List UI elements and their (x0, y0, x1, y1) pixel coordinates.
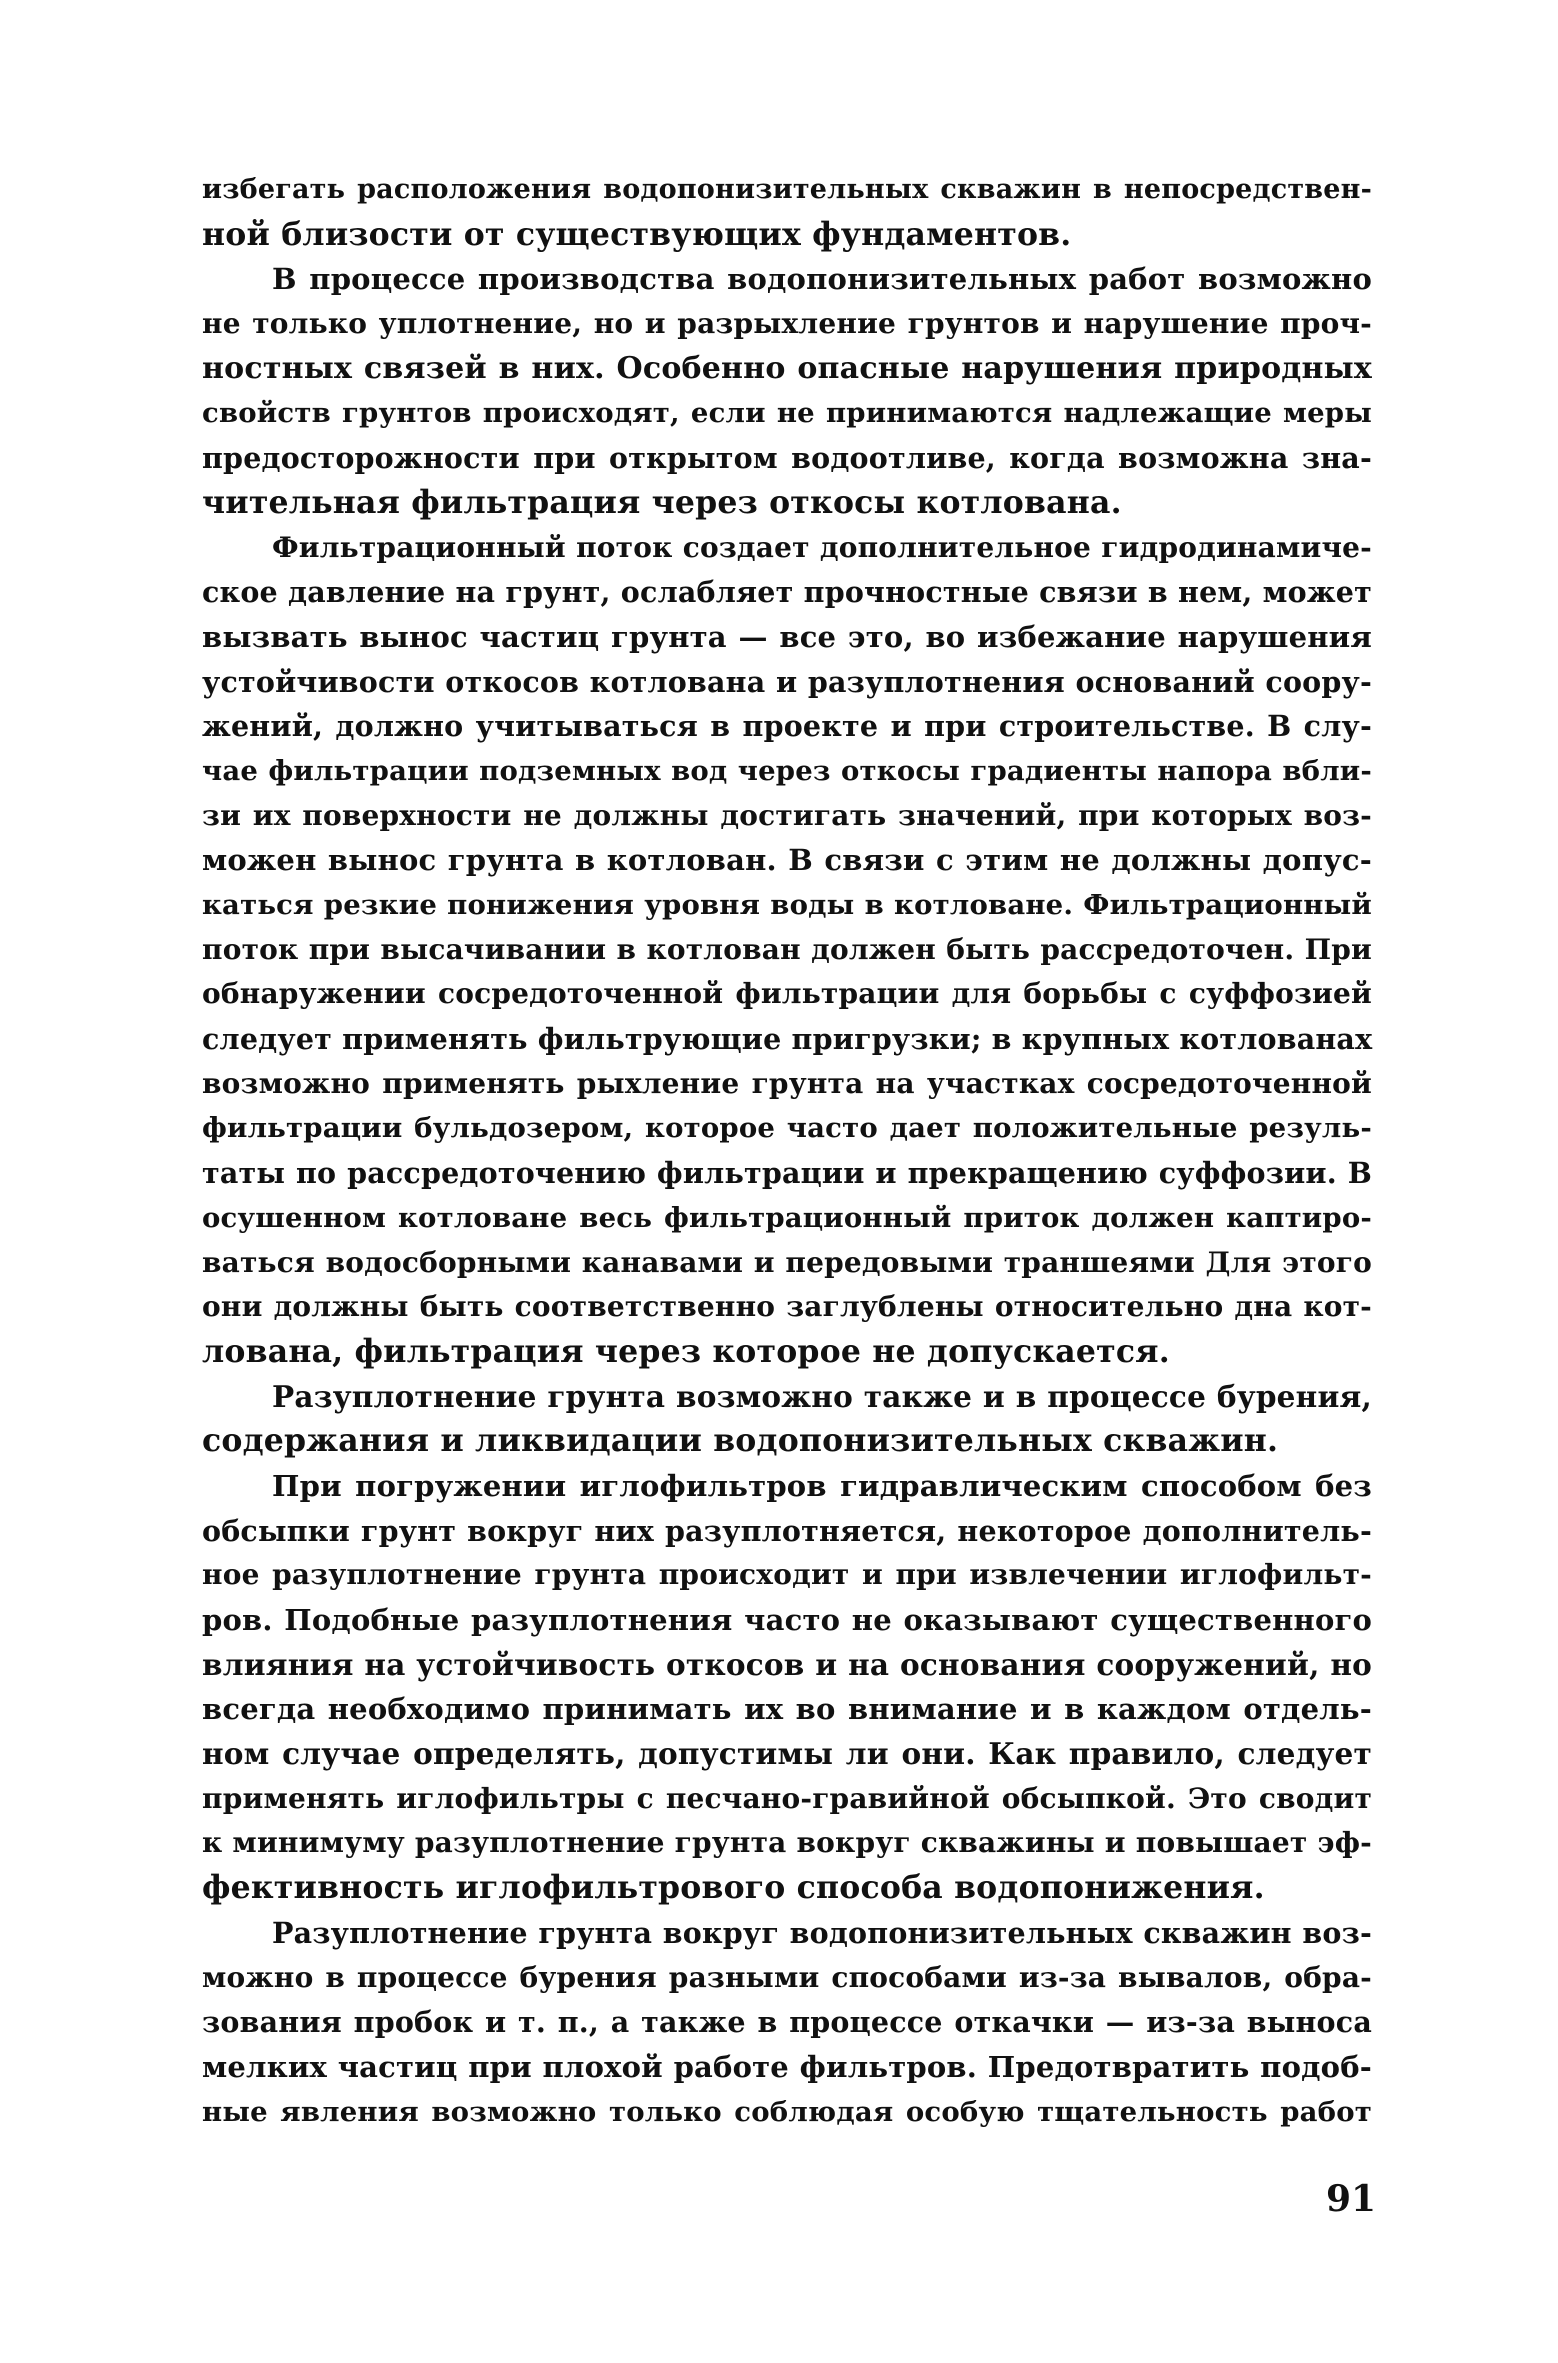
text-line: они должны быть соответственно заглублены относительно дна кот- (202, 1290, 1372, 1324)
text-line: Разуплотнение грунта вокруг водопонизительных скважин воз- (272, 1915, 1372, 1950)
text-line: фективность иглофильтрового способа водопонижения. (202, 1869, 1265, 1907)
text-line: чае фильтрации подземных вод через откосы градиенты напора вбли- (202, 754, 1372, 787)
text-line: каться резкие понижения уровня воды в котловане. Фильтрационный (202, 889, 1372, 921)
text-line: ное разуплотнение грунта происходит и при извлечении иглофильт- (202, 1558, 1372, 1592)
text-line: ностных связей в них. Особенно опасные нарушения природных (202, 350, 1372, 386)
text-line: При погружении иглофильтров гидравлическим способом без (272, 1468, 1372, 1503)
text-line: ной близости от существующих фундаментов. (202, 215, 1072, 253)
text-line: ном случае определять, допустимы ли они. Как правило, следует (202, 1736, 1372, 1772)
text-line: зования пробок и т. п., а также в процессе откачки — из-за выноса (202, 2005, 1372, 2040)
text-line: лована, фильтрация через которое не допускается. (202, 1332, 1170, 1370)
text-line: свойств грунтов происходят, если не принимаются надлежащие меры (202, 397, 1372, 430)
text-line: обсыпки грунт вокруг них разуплотняется, некоторое дополнитель- (202, 1513, 1372, 1548)
text-line: мелких частиц при плохой работе фильтров. Предотвратить подоб- (202, 2049, 1372, 2084)
text-line: возможно применять рыхление грунта на участках сосредоточенной (202, 1066, 1372, 1100)
paragraph-6 (202, 1911, 1372, 2134)
paragraph-4 (202, 1375, 1372, 1464)
text-line: предосторожности при открытом водоотливе, когда возможна зна- (202, 441, 1372, 476)
text-line: избегать расположения водопонизительных скважин в непосредствен- (202, 174, 1372, 205)
text-line: содержания и ликвидации водопонизительных скважин. (202, 1422, 1279, 1460)
paragraph-1 (202, 168, 1372, 257)
text-line: можно в процессе бурения разными способами из-за вывалов, обра- (202, 1960, 1372, 1994)
text-line: поток при высачивании в котлован должен быть рассредоточен. При (202, 932, 1372, 966)
text-line: ные явления возможно только соблюдая особую тщательность работ (202, 2095, 1372, 2128)
text-line: следует применять фильтрующие пригрузки; в крупных котлованах (202, 1022, 1373, 1057)
text-line: осушенном котловане весь фильтрационный приток должен каптиро- (202, 1201, 1372, 1234)
text-line: жений, должно учитываться в проекте и при строительстве. В слу- (202, 709, 1372, 744)
text-line: ров. Подобные разуплотнения часто не оказывают существенного (202, 1603, 1372, 1637)
text-line: таты по рассредоточению фильтрации и прекращению суффозии. В (202, 1156, 1372, 1191)
text-line: В процессе производства водопонизительных работ возможно (272, 262, 1372, 297)
paragraph-5 (202, 1464, 1372, 1911)
text-line: чительная фильтрация через откосы котлована. (202, 483, 1122, 521)
text-line: применять иглофильтры с песчано-гравийной обсыпкой. Это сводит (202, 1781, 1372, 1815)
page-number: 91 (1326, 2178, 1377, 2220)
text-line: устойчивости откосов котлована и разуплотнения оснований соору- (202, 664, 1372, 699)
text-line: ское давление на грунт, ослабляет прочностные связи в нем, может (202, 575, 1372, 610)
text-line: вызвать вынос частиц грунта — все это, во избежание нарушения (202, 619, 1372, 654)
text-line: к минимуму разуплотнение грунта вокруг скважины и повышает эф- (202, 1826, 1372, 1860)
text-line: зи их поверхности не должны достигать значений, при которых воз- (202, 798, 1372, 832)
text-line: ваться водосборными канавами и передовыми траншеями Для этого (202, 1245, 1372, 1279)
text-line: всегда необходимо принимать их во внимание и в каждом отдель- (202, 1692, 1372, 1727)
text-line: Разуплотнение грунта возможно также и в процессе бурения, (272, 1378, 1372, 1414)
paragraph-3 (202, 526, 1372, 1375)
text-line: не только уплотнение, но и разрыхление грунтов и нарушение проч- (202, 307, 1372, 341)
text-line: Фильтрационный поток создает дополнительное гидродинамиче- (272, 530, 1372, 564)
text-line: фильтрации бульдозером, которое часто дает положительные резуль- (202, 1112, 1372, 1145)
text-line: можен вынос грунта в котлован. В связи с этим не должны допус- (202, 843, 1372, 878)
paragraph-2 (202, 257, 1372, 525)
text-line: влияния на устойчивость откосов и на основания сооружений, но (202, 1646, 1372, 1682)
page-text (202, 168, 1372, 2134)
text-line: обнаружении сосредоточенной фильтрации для борьбы с суффозией (202, 977, 1372, 1011)
